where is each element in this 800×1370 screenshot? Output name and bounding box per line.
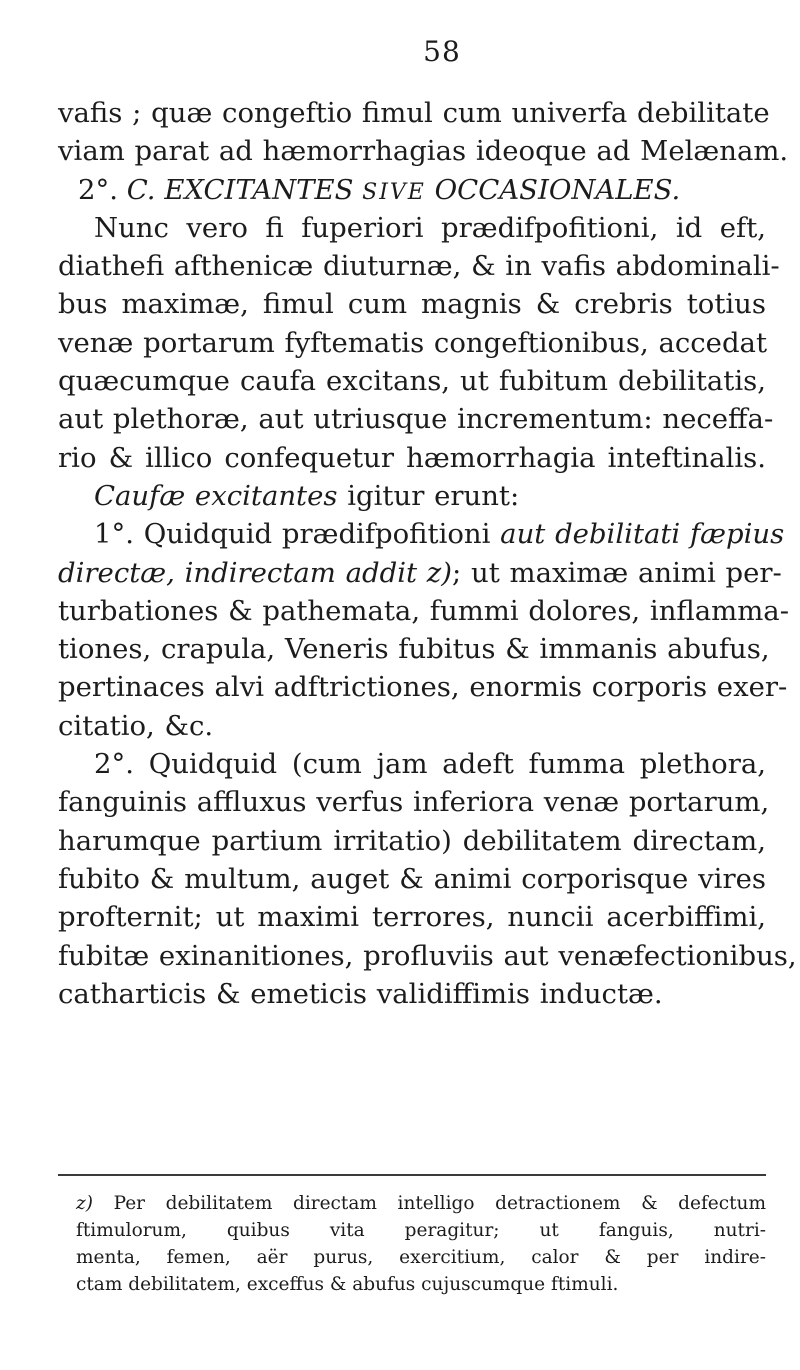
paragraph-line: diathefi afthenicæ diuturnæ, & in vafis abdominali- xyxy=(58,250,780,283)
item-line: harumque partium irritatio) debilitatem directam, xyxy=(58,824,766,857)
footnote-line xyxy=(58,1190,766,1217)
item-line: fubito & multum, auget & animi corporisque vires xyxy=(58,862,766,895)
body-continuation xyxy=(58,94,789,171)
item-line: 2°. Quidquid (cum jam adeft fumma plethora, xyxy=(94,748,766,781)
heading-connector: SIVE xyxy=(362,179,426,205)
heading-title-part1: EXCITANTES xyxy=(164,173,354,206)
item-line: tiones, crapula, Veneris fubitus & immanis abufus, xyxy=(58,633,770,666)
body-line: vafis ; quæ congeftio fimul cum univerfa debilitate xyxy=(58,97,770,129)
section-heading xyxy=(58,171,766,209)
item-line xyxy=(58,554,782,592)
item-1-rest-2: ; ut maximæ animi per- xyxy=(452,556,782,589)
causae-italic: Caufæ excitantes xyxy=(94,479,338,512)
item-line: catharticis & emeticis validiffimis inductæ. xyxy=(58,977,663,1010)
item-1-italic-2: directæ, indirectam addit z) xyxy=(58,556,453,589)
item-line: fubitæ exinanitiones, profluviis aut venæfectionibus, xyxy=(58,939,797,972)
item-line xyxy=(58,515,785,553)
footnotes xyxy=(58,1190,766,1298)
item-line: pertinaces alvi adftrictiones, enormis corporis exer- xyxy=(58,671,788,704)
paragraph-line: bus maximæ, fimul cum magnis & crebris totius xyxy=(58,288,766,321)
item-line: fanguinis affluxus verfus inferiora venæ portarum, xyxy=(58,786,770,819)
paragraph-line: rio & illico confequetur hæmorrhagia inteftinalis. xyxy=(58,441,766,474)
footnote-text: Per debilitatem directam intelligo detractionem & defectum xyxy=(113,1193,766,1214)
footnote-line: ftimulorum, quibus vita peragitur; ut fanguis, nutri- xyxy=(76,1220,766,1241)
body-line: viam parat ad hæmorrhagias ideoque ad Melænam. xyxy=(58,135,789,168)
page xyxy=(58,0,797,1295)
heading-letter: C. xyxy=(126,173,156,206)
footnote-divider xyxy=(58,1174,766,1176)
causae-rest: igitur erunt: xyxy=(337,479,520,512)
paragraph-line: Nunc vero fi fuperiori prædifpofitioni, id eft, xyxy=(94,211,766,244)
item-2 xyxy=(58,745,797,1013)
heading-title-part2: OCCASIONALES. xyxy=(434,173,681,206)
footnote-line: ctam debilitatem, exceffus & abufus cujuscumque ftimuli. xyxy=(76,1274,619,1295)
paragraph-1 xyxy=(58,209,780,477)
item-line: citatio, &c. xyxy=(58,709,214,742)
paragraph-line: quæcumque caufa excitans, ut fubitum debilitatis, xyxy=(58,365,766,398)
paragraph-line: aut plethoræ, aut utriusque incrementum: neceffa- xyxy=(58,403,774,436)
paragraph-line: venæ portarum fyftematis congeftionibus, accedat xyxy=(58,326,767,359)
footnote-mark: z) xyxy=(76,1193,93,1214)
item-line: turbationes & pathemata, fummi dolores, inflamma- xyxy=(58,594,789,627)
page-number: 58 xyxy=(423,35,461,68)
item-line: profternit; ut maximi terrores, nuncii acerbiffimi, xyxy=(58,901,766,934)
footnote-line: menta, femen, aër purus, exercitium, calor & per indire- xyxy=(76,1247,766,1268)
heading-number: 2°. xyxy=(78,173,118,206)
item-1 xyxy=(58,515,789,745)
item-1-italic: aut debilitati fæpius xyxy=(500,518,785,551)
item-1-start: 1°. Quidquid prædifpofitioni xyxy=(94,518,501,551)
causae-line xyxy=(58,477,766,515)
